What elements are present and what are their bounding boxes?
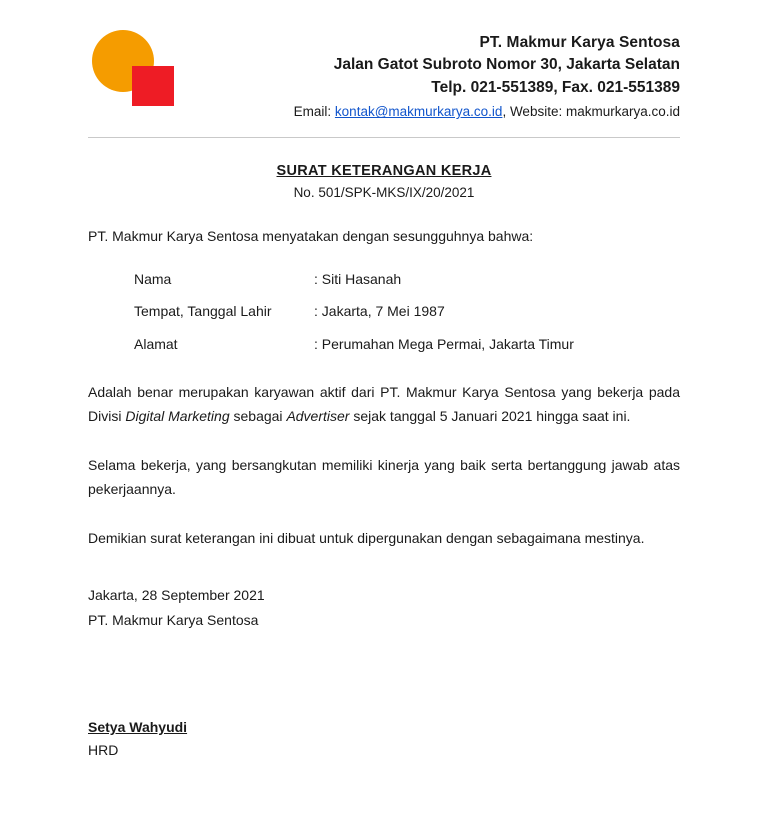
- detail-row: [134, 269, 680, 291]
- detail-label-alamat: Alamat: [134, 336, 178, 353]
- email-label: Email:: [293, 104, 335, 120]
- paragraph-1-italic-2: Advertiser: [286, 408, 350, 425]
- title-block: [88, 163, 680, 200]
- header-divider: [88, 137, 680, 138]
- detail-value-nama: : Siti Hasanah: [314, 270, 402, 287]
- closing-company: PT. Makmur Karya Sentosa: [88, 611, 259, 628]
- signature-block: [88, 717, 680, 761]
- company-info: [188, 28, 680, 123]
- detail-row: [134, 301, 680, 323]
- detail-value-alamat: : Perumahan Mega Permai, Jakarta Timur: [314, 336, 574, 353]
- closing-place-date: Jakarta, 28 September 2021: [88, 587, 265, 604]
- body-paragraph-3: Demikian surat keterangan ini dibuat untuk dipergunakan dengan sebagaimana mestinya.: [88, 529, 645, 546]
- letterhead: [88, 24, 680, 123]
- paragraph-1-part-2: sebagai: [229, 408, 287, 425]
- intro-paragraph: PT. Makmur Karya Sentosa menyatakan dengan sesungguhnya bahwa:: [88, 227, 534, 244]
- logo-square-shape: [132, 66, 174, 106]
- company-contact: [188, 102, 680, 122]
- paragraph-1-part-1: Adalah benar merupakan karyawan aktif dari PT. Makmur Karya Sentosa yang bekerja pada Divisi: [88, 383, 680, 425]
- document-number: No. 501/SPK-MKS/IX/20/2021: [293, 184, 475, 200]
- detail-label-tempat-tanggal-lahir: Tempat, Tanggal Lahir: [134, 303, 272, 320]
- paragraph-1-italic-1: Digital Marketing: [125, 408, 230, 425]
- company-name: PT. Makmur Karya Sentosa: [479, 34, 680, 51]
- email-link[interactable]: kontak@makmurkarya.co.id: [334, 104, 503, 120]
- body-paragraph-2: Selama bekerja, yang bersangkutan memiliki kinerja yang baik serta bertanggung jawab atas pekerjaannya.: [88, 456, 680, 498]
- paragraph-1-part-3: sejak tanggal 5 Januari 2021 hingga saat ini.: [349, 408, 631, 425]
- signer-role: HRD: [88, 741, 119, 758]
- company-phone: Telp. 021-551389, Fax. 021-551389: [431, 78, 680, 96]
- detail-value-tempat-tanggal-lahir: : Jakarta, 7 Mei 1987: [314, 303, 445, 320]
- website-label: , Website: makmurkarya.co.id: [502, 104, 680, 120]
- company-address: Jalan Gatot Subroto Nomor 30, Jakarta Selatan: [333, 56, 680, 74]
- detail-row: [134, 334, 680, 356]
- detail-label-nama: Nama: [134, 270, 172, 287]
- closing-block: [88, 584, 680, 631]
- document-title: SURAT KETERANGAN KERJA: [276, 162, 492, 179]
- body-paragraph-1: [88, 380, 680, 429]
- employee-details: [134, 269, 680, 356]
- company-logo: [92, 28, 188, 104]
- signer-name: Setya Wahyudi: [88, 719, 188, 735]
